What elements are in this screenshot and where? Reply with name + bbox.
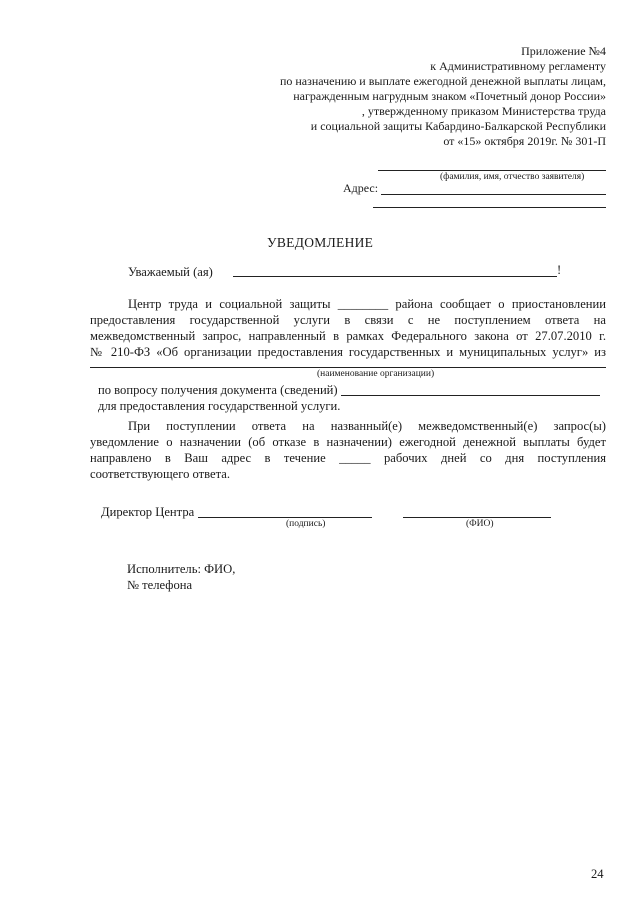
organization-line [90, 367, 606, 368]
header-line-6: и социальной защиты Кабардино-Балкарской Республики [310, 119, 606, 133]
signature-line [198, 517, 372, 518]
executor-name: Исполнитель: ФИО, [127, 562, 236, 576]
para1-line-1: Центр труда и социальной защиты ________ района сообщает о приостановлении [128, 297, 606, 311]
para2-line-2: уведомление о назначении (об отказе в назначении) ежегодной денежной выплаты будет [90, 435, 606, 449]
applicant-name-line [378, 170, 606, 171]
address-label: Адрес: [343, 181, 379, 195]
address-line-2 [373, 207, 606, 208]
para2-line-4: соответствующего ответа. [90, 467, 231, 481]
para1-line-3: межведомственный запрос, направленный в рамках Федерального закона от 27.07.2010 г. [90, 329, 606, 343]
executor-phone: № телефона [127, 578, 193, 592]
header-line-7: от «15» октября 2019г. № 301-П [443, 134, 606, 148]
greeting-name-line [233, 276, 557, 277]
organization-caption: (наименование организации) [317, 369, 435, 379]
page-number: 24 [591, 867, 604, 881]
para1-line-4: № 210-ФЗ «Об организации предоставления государственных и муниципальных услуг» из [90, 345, 606, 359]
address-line-1 [381, 194, 606, 195]
para1-cont-line-2: для предоставления государственной услуги. [98, 399, 341, 413]
para1-cont-line-1: по вопросу получения документа (сведений) [98, 383, 338, 397]
director-label: Директор Центра [101, 505, 195, 519]
fio-caption: (ФИО) [466, 519, 494, 529]
header-line-4: награжденным нагрудным знаком «Почетный донор России» [293, 89, 606, 103]
document-line [341, 395, 600, 396]
fio-line [403, 517, 551, 518]
para1-line-2: предоставления государственной услуги в связи с не поступлением ответа на [90, 313, 606, 327]
notice-title: УВЕДОМЛЕНИЕ [267, 235, 374, 250]
applicant-name-caption: (фамилия, имя, отчество заявителя) [440, 172, 585, 182]
header-line-3: по назначению и выплате ежегодной денежной выплаты лицам, [279, 74, 606, 88]
para2-line-1: При поступлении ответа на названный(е) межведомственный(е) запрос(ы) [128, 419, 606, 433]
header-line-2: к Административному регламенту [430, 59, 606, 73]
header-line-5: , утвержденному приказом Министерства труда [361, 104, 606, 118]
para2-line-3: направлено в Ваш адрес в течение _____ рабочих дней со дня поступления [90, 451, 606, 465]
header-line-1: Приложение №4 [521, 44, 606, 58]
signature-caption: (подпись) [286, 519, 326, 529]
greeting-text: Уважаемый (ая) [128, 265, 213, 279]
greeting-exclamation: ! [557, 263, 562, 277]
